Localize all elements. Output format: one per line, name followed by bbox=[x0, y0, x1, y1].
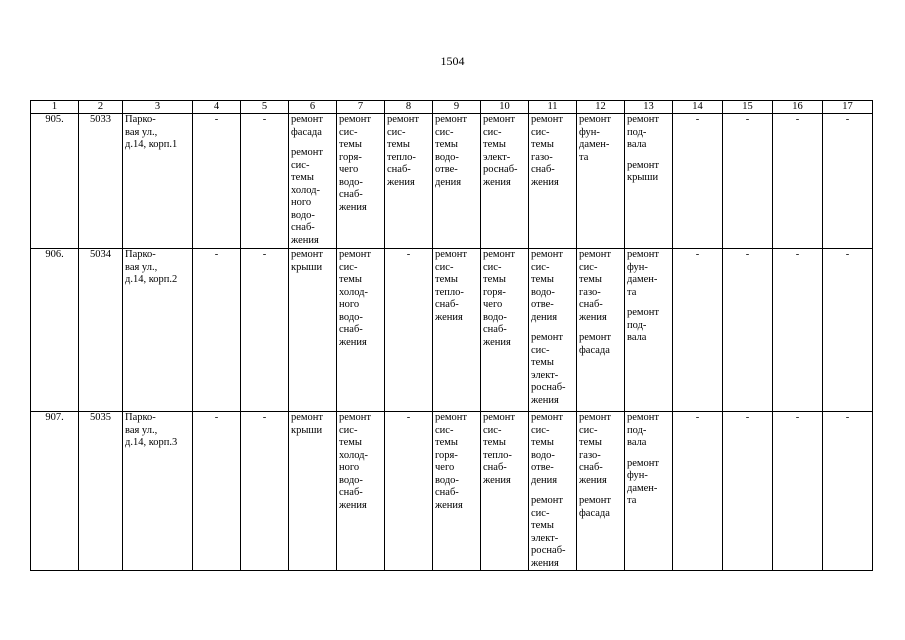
repair-work-line: та bbox=[627, 495, 637, 506]
repair-work-line: сис- bbox=[579, 261, 598, 273]
repair-work-line: сис- bbox=[483, 424, 502, 436]
repair-work-line: темы bbox=[435, 437, 458, 448]
empty-value: - bbox=[723, 114, 773, 249]
repair-work-cell bbox=[433, 249, 481, 412]
repair-work-line: водо- bbox=[435, 474, 459, 486]
repair-work-cell bbox=[433, 114, 481, 249]
repair-work-line: чего bbox=[435, 462, 455, 473]
group-spacer bbox=[291, 139, 334, 147]
repair-work-line: дамен- bbox=[627, 274, 658, 285]
repair-work-line: жения bbox=[579, 311, 607, 323]
repair-work-line: дения bbox=[435, 176, 462, 188]
repair-work-line: темы bbox=[579, 437, 602, 448]
address-line: Парко- bbox=[125, 249, 156, 260]
repair-work-line: жения bbox=[339, 499, 367, 511]
repair-work-line: водо- bbox=[339, 474, 363, 486]
repair-work-line: горя- bbox=[435, 449, 458, 461]
repair-work-line: сис- bbox=[339, 261, 358, 273]
repair-work-cell bbox=[337, 412, 385, 571]
column-number: 9 bbox=[433, 101, 481, 114]
repair-work-cell bbox=[577, 412, 625, 571]
column-number: 13 bbox=[625, 101, 673, 114]
repair-work-line: жения bbox=[339, 201, 367, 213]
repair-work-line: ремонт bbox=[387, 114, 420, 125]
building-code: 5035 bbox=[79, 412, 123, 571]
repair-work-cell bbox=[289, 114, 337, 249]
repair-work-line: темы bbox=[435, 274, 458, 285]
address-line: д.14, корп.1 bbox=[125, 139, 178, 150]
row-number: 905. bbox=[31, 114, 79, 249]
repair-work-line: темы bbox=[531, 437, 554, 448]
repair-work-line: сис- bbox=[435, 424, 454, 436]
repair-work-line: жения bbox=[531, 557, 559, 569]
repair-work-line: газо- bbox=[531, 151, 553, 163]
repair-work-line: - bbox=[406, 412, 411, 423]
repair-work-line: тепло- bbox=[387, 151, 416, 163]
repair-work-line: снаб- bbox=[435, 487, 459, 498]
empty-value: - bbox=[723, 412, 773, 571]
group-spacer bbox=[627, 450, 670, 458]
building-code: 5034 bbox=[79, 249, 123, 412]
column-number: 5 bbox=[241, 101, 289, 114]
group-spacer bbox=[579, 324, 622, 332]
empty-value: - bbox=[823, 412, 873, 571]
repair-work-line: сис- bbox=[339, 424, 358, 436]
repair-work-line: ремонт bbox=[579, 249, 612, 260]
repair-work-cell bbox=[529, 412, 577, 571]
address-line: д.14, корп.3 bbox=[125, 437, 178, 448]
repair-work-line: ного bbox=[291, 197, 312, 208]
repair-work-line: холод- bbox=[339, 286, 368, 298]
repair-work-line: сис- bbox=[435, 261, 454, 273]
repair-work-line: темы bbox=[531, 357, 554, 368]
repair-work-line: водо- bbox=[435, 151, 459, 163]
repair-work-line: снаб- bbox=[483, 462, 507, 473]
row-number: 906. bbox=[31, 249, 79, 412]
repair-work-line: ремонт bbox=[339, 114, 372, 125]
group-spacer bbox=[531, 487, 574, 495]
repair-work-cell bbox=[337, 249, 385, 412]
repair-work-line: ремонт bbox=[627, 159, 660, 171]
repair-work-line: сис- bbox=[435, 126, 454, 138]
repair-work-line: ремонт bbox=[291, 147, 324, 158]
repair-work-cell bbox=[385, 249, 433, 412]
empty-value: - bbox=[723, 249, 773, 412]
repair-work-line: вала bbox=[627, 437, 647, 448]
column-number: 12 bbox=[577, 101, 625, 114]
repair-work-line: дения bbox=[531, 311, 558, 323]
repair-work-line: водо- bbox=[291, 209, 315, 221]
repair-work-cell bbox=[625, 114, 673, 249]
repair-work-line: жения bbox=[579, 474, 607, 486]
repair-work-line: ремонт bbox=[627, 307, 660, 318]
column-number: 2 bbox=[79, 101, 123, 114]
repair-work-line: жения bbox=[483, 474, 511, 486]
repair-work-line: сис- bbox=[531, 126, 550, 138]
repair-work-line: элект- bbox=[531, 532, 559, 544]
repair-work-cell bbox=[529, 114, 577, 249]
repair-work-line: темы bbox=[339, 274, 362, 285]
group-spacer bbox=[627, 152, 670, 160]
empty-value: - bbox=[773, 412, 823, 571]
empty-value: - bbox=[241, 412, 289, 571]
repair-work-line: холод- bbox=[291, 184, 320, 196]
repair-work-line: газо- bbox=[579, 449, 601, 461]
repair-work-line: сис- bbox=[483, 261, 502, 273]
column-number: 15 bbox=[723, 101, 773, 114]
page-number: 1504 bbox=[440, 54, 465, 68]
repair-work-line: снаб- bbox=[579, 462, 603, 473]
repair-work-line: жения bbox=[483, 336, 511, 348]
repair-work-line: сис- bbox=[291, 159, 310, 171]
repair-schedule-table bbox=[30, 100, 873, 571]
empty-value: - bbox=[673, 114, 723, 249]
address-cell bbox=[123, 249, 193, 412]
repair-work-cell bbox=[481, 249, 529, 412]
repair-work-line: чего bbox=[339, 164, 359, 175]
column-number: 11 bbox=[529, 101, 577, 114]
repair-work-line: снаб- bbox=[387, 164, 411, 175]
repair-work-line: снаб- bbox=[435, 299, 459, 310]
group-spacer bbox=[579, 487, 622, 495]
address-cell bbox=[123, 412, 193, 571]
column-number: 4 bbox=[193, 101, 241, 114]
column-number: 10 bbox=[481, 101, 529, 114]
repair-work-line: темы bbox=[435, 139, 458, 150]
repair-work-line: темы bbox=[483, 274, 506, 285]
column-number: 1 bbox=[31, 101, 79, 114]
repair-work-line: элект- bbox=[531, 369, 559, 381]
repair-work-line: жения bbox=[531, 176, 559, 188]
repair-work-line: водо- bbox=[531, 449, 555, 461]
repair-work-line: крыши bbox=[291, 424, 323, 436]
repair-work-line: элект- bbox=[483, 151, 511, 163]
empty-value: - bbox=[241, 249, 289, 412]
repair-work-line: ремонт bbox=[579, 495, 612, 506]
empty-value: - bbox=[823, 249, 873, 412]
repair-work-line: жения bbox=[435, 499, 463, 511]
repair-work-line: крыши bbox=[291, 261, 323, 273]
repair-work-line: газо- bbox=[579, 286, 601, 298]
repair-work-line: отве- bbox=[435, 164, 458, 175]
repair-work-line: темы bbox=[531, 274, 554, 285]
repair-work-line: сис- bbox=[483, 126, 502, 138]
repair-work-line: фасада bbox=[579, 507, 610, 519]
repair-work-cell bbox=[481, 412, 529, 571]
repair-work-line: сис- bbox=[387, 126, 406, 138]
address-line: вая ул., bbox=[125, 126, 158, 138]
repair-work-cell bbox=[577, 114, 625, 249]
repair-work-line: ремонт bbox=[291, 249, 324, 260]
repair-work-line: холод- bbox=[339, 449, 368, 461]
repair-work-line: роснаб- bbox=[531, 545, 566, 556]
empty-value: - bbox=[241, 114, 289, 249]
column-number: 14 bbox=[673, 101, 723, 114]
repair-work-line: снаб- bbox=[483, 324, 507, 335]
repair-work-cell bbox=[625, 412, 673, 571]
repair-work-cell bbox=[481, 114, 529, 249]
repair-work-line: темы bbox=[291, 172, 314, 183]
repair-work-line: под- bbox=[627, 126, 647, 138]
repair-work-line: ремонт bbox=[291, 114, 324, 125]
repair-work-line: тепло- bbox=[435, 286, 464, 298]
repair-work-line: ного bbox=[339, 299, 360, 310]
repair-work-line: ремонт bbox=[627, 412, 660, 423]
repair-work-line: под- bbox=[627, 319, 647, 331]
repair-work-line: вала bbox=[627, 139, 647, 150]
building-code: 5033 bbox=[79, 114, 123, 249]
column-number: 8 bbox=[385, 101, 433, 114]
repair-work-line: сис- bbox=[531, 344, 550, 356]
repair-work-line: ремонт bbox=[627, 114, 660, 125]
repair-work-line: ремонт bbox=[579, 114, 612, 125]
repair-work-line: ремонт bbox=[339, 249, 372, 260]
group-spacer bbox=[531, 324, 574, 332]
column-number: 3 bbox=[123, 101, 193, 114]
address-line: вая ул., bbox=[125, 261, 158, 273]
table-row bbox=[31, 249, 873, 412]
address-line: Парко- bbox=[125, 114, 156, 125]
repair-work-line: водо- bbox=[339, 176, 363, 188]
repair-work-line: снаб- bbox=[531, 164, 555, 175]
repair-work-line: сис- bbox=[531, 261, 550, 273]
empty-value: - bbox=[773, 114, 823, 249]
repair-work-line: вала bbox=[627, 332, 647, 343]
address-cell bbox=[123, 114, 193, 249]
repair-work-line: жения bbox=[435, 311, 463, 323]
repair-work-line: ремонт bbox=[627, 249, 660, 260]
repair-work-line: дения bbox=[531, 474, 558, 486]
repair-work-cell bbox=[577, 249, 625, 412]
repair-work-line: темы bbox=[387, 139, 410, 150]
table-row bbox=[31, 114, 873, 249]
repair-work-line: дамен- bbox=[627, 482, 658, 494]
repair-work-cell bbox=[289, 412, 337, 571]
repair-work-line: ремонт bbox=[531, 495, 564, 506]
repair-work-line: снаб- bbox=[579, 299, 603, 310]
repair-work-line: фасада bbox=[579, 344, 610, 356]
column-number: 6 bbox=[289, 101, 337, 114]
address-line: вая ул., bbox=[125, 424, 158, 436]
repair-work-line: ремонт bbox=[291, 412, 324, 423]
empty-value: - bbox=[823, 114, 873, 249]
repair-work-line: ремонт bbox=[483, 412, 516, 423]
repair-work-line: снаб- bbox=[339, 487, 363, 498]
repair-work-line: ремонт bbox=[531, 114, 564, 125]
repair-work-line: под- bbox=[627, 424, 647, 436]
repair-work-line: тепло- bbox=[483, 449, 512, 461]
repair-work-line: водо- bbox=[339, 311, 363, 323]
repair-work-line: темы bbox=[339, 139, 362, 150]
repair-work-line: жения bbox=[483, 176, 511, 188]
row-number: 907. bbox=[31, 412, 79, 571]
address-line: Парко- bbox=[125, 412, 156, 423]
column-number: 17 bbox=[823, 101, 873, 114]
repair-work-line: жения bbox=[387, 176, 415, 188]
empty-value: - bbox=[193, 114, 241, 249]
group-spacer bbox=[627, 299, 670, 307]
repair-work-line: ремонт bbox=[483, 114, 516, 125]
repair-work-line: снаб- bbox=[291, 222, 315, 233]
repair-work-cell bbox=[385, 412, 433, 571]
table-body bbox=[31, 114, 873, 571]
repair-work-line: дамен- bbox=[579, 139, 610, 150]
empty-value: - bbox=[193, 249, 241, 412]
repair-work-line: ремонт bbox=[339, 412, 372, 423]
repair-work-line: темы bbox=[579, 274, 602, 285]
repair-work-line: ремонт bbox=[435, 114, 468, 125]
table-row bbox=[31, 412, 873, 571]
repair-work-cell bbox=[529, 249, 577, 412]
repair-work-line: сис- bbox=[339, 126, 358, 138]
repair-work-cell bbox=[289, 249, 337, 412]
repair-work-line: ремонт bbox=[579, 332, 612, 343]
repair-work-line: ремонт bbox=[483, 249, 516, 260]
repair-work-line: сис- bbox=[531, 507, 550, 519]
repair-work-line: фун- bbox=[627, 470, 648, 481]
repair-work-cell bbox=[433, 412, 481, 571]
repair-work-line: темы bbox=[483, 139, 506, 150]
repair-work-line: та bbox=[579, 151, 589, 163]
repair-work-line: сис- bbox=[531, 424, 550, 436]
repair-work-line: фун- bbox=[627, 261, 648, 273]
repair-work-line: роснаб- bbox=[483, 164, 518, 175]
repair-work-cell bbox=[625, 249, 673, 412]
repair-work-line: темы bbox=[531, 139, 554, 150]
empty-value: - bbox=[673, 412, 723, 571]
repair-work-line: сис- bbox=[579, 424, 598, 436]
repair-work-line: ремонт bbox=[435, 412, 468, 423]
repair-work-line: ремонт bbox=[579, 412, 612, 423]
repair-work-line: темы bbox=[339, 437, 362, 448]
repair-work-line: темы bbox=[531, 520, 554, 531]
repair-work-cell bbox=[337, 114, 385, 249]
address-line: д.14, корп.2 bbox=[125, 274, 178, 285]
column-number: 7 bbox=[337, 101, 385, 114]
repair-work-line: водо- bbox=[483, 311, 507, 323]
repair-work-line: темы bbox=[483, 437, 506, 448]
repair-work-line: жения bbox=[291, 234, 319, 246]
repair-work-line: жения bbox=[339, 336, 367, 348]
repair-work-line: фасада bbox=[291, 126, 322, 138]
repair-work-line: - bbox=[406, 249, 411, 260]
repair-work-line: водо- bbox=[531, 286, 555, 298]
repair-work-line: ремонт bbox=[531, 412, 564, 423]
repair-work-cell bbox=[385, 114, 433, 249]
repair-work-line: фун- bbox=[579, 126, 600, 138]
repair-work-line: ремонт bbox=[531, 332, 564, 343]
repair-work-line: снаб- bbox=[339, 324, 363, 335]
repair-work-line: горя- bbox=[339, 151, 362, 163]
repair-work-line: жения bbox=[531, 394, 559, 406]
repair-work-line: горя- bbox=[483, 286, 506, 298]
repair-work-line: чего bbox=[483, 299, 503, 310]
column-number-row bbox=[31, 101, 873, 114]
repair-work-line: ремонт bbox=[531, 249, 564, 260]
empty-value: - bbox=[673, 249, 723, 412]
repair-work-line: снаб- bbox=[339, 189, 363, 200]
repair-work-line: ремонт bbox=[435, 249, 468, 260]
column-number: 16 bbox=[773, 101, 823, 114]
repair-work-line: ного bbox=[339, 462, 360, 473]
empty-value: - bbox=[773, 249, 823, 412]
repair-work-line: та bbox=[627, 286, 637, 298]
repair-work-line: ремонт bbox=[627, 457, 660, 469]
repair-work-line: роснаб- bbox=[531, 382, 566, 393]
repair-work-line: крыши bbox=[627, 172, 659, 183]
empty-value: - bbox=[193, 412, 241, 571]
repair-work-line: отве- bbox=[531, 462, 554, 473]
repair-work-line: отве- bbox=[531, 299, 554, 310]
